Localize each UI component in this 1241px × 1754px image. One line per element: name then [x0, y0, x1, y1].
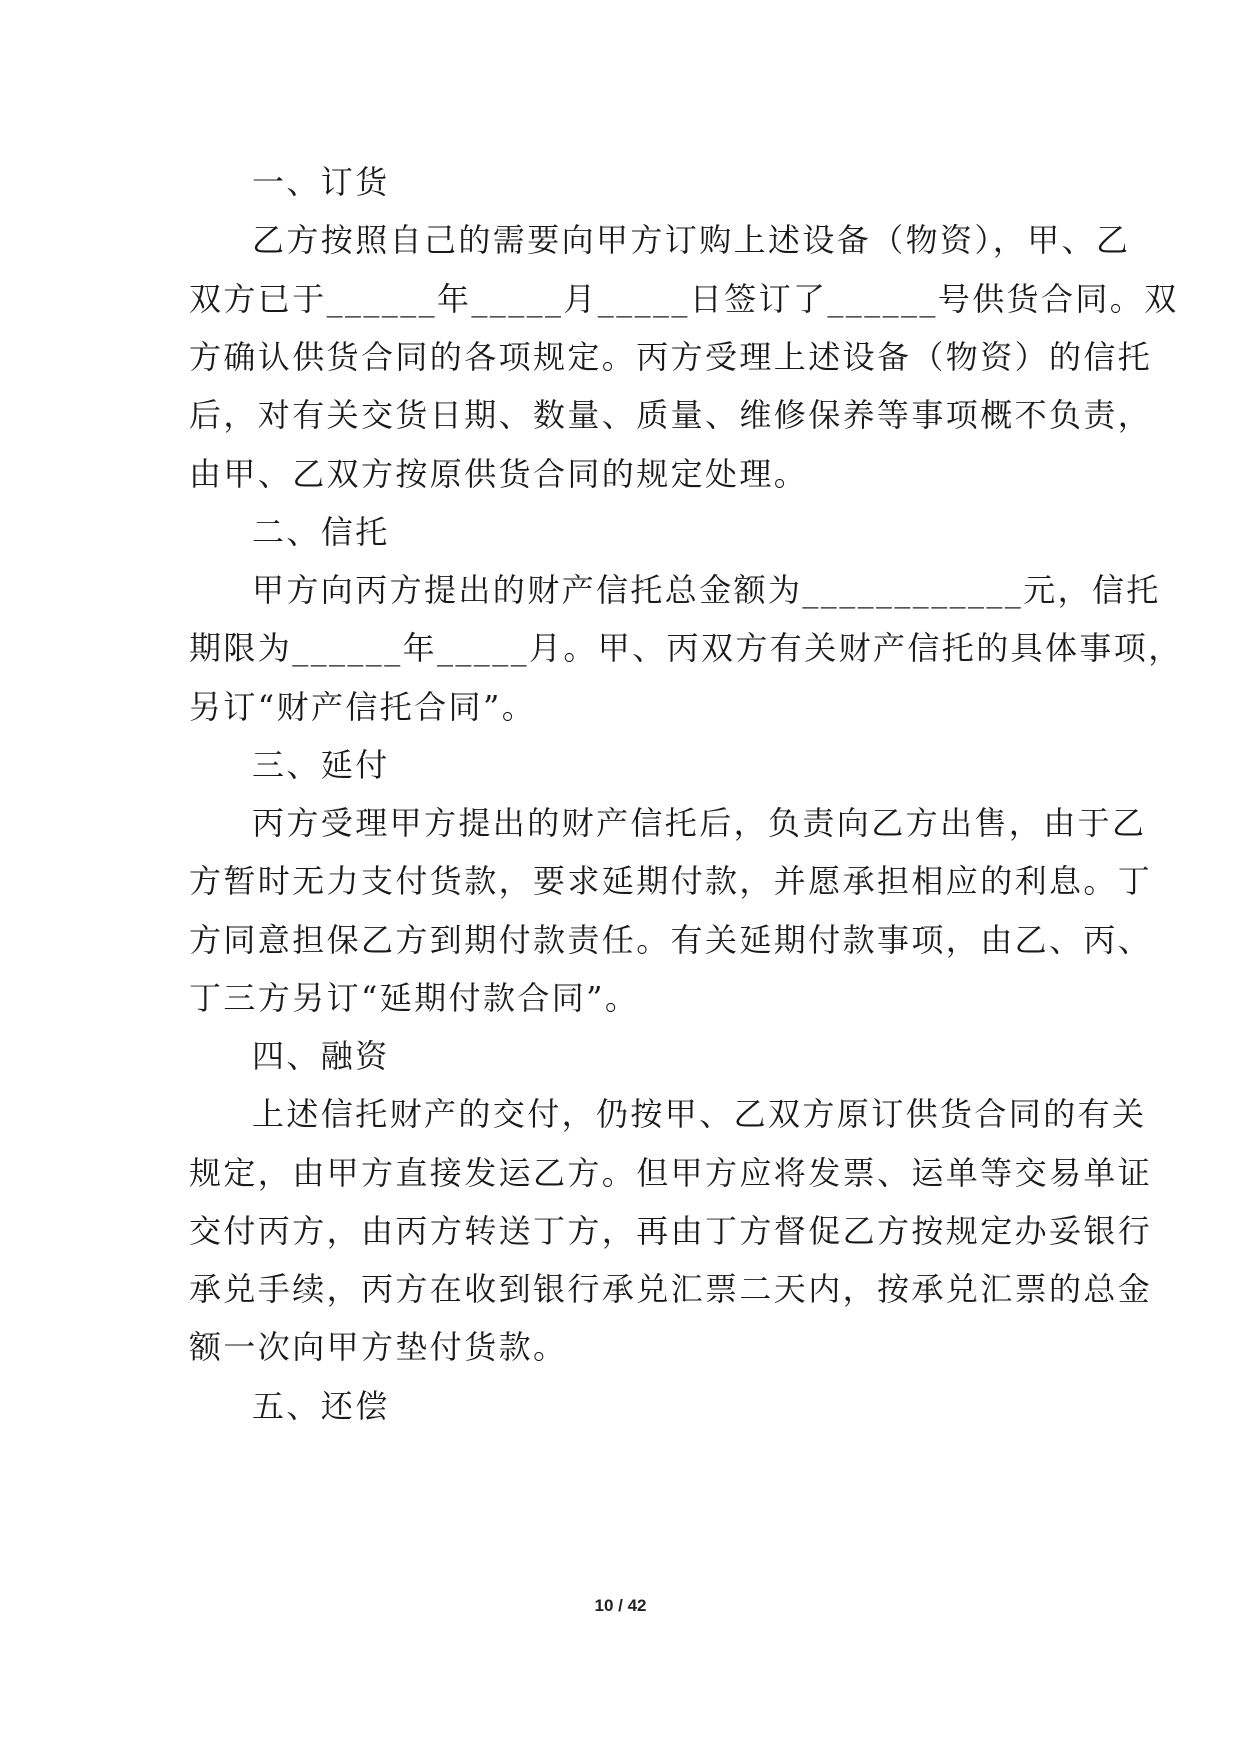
paragraph-line: 方暂时无力支付货款，要求延期付款，并愿承担相应的利息。丁 — [189, 862, 1153, 900]
section-heading-deferred-payment: 三、延付 — [252, 746, 390, 784]
section-heading-ordering: 一、订货 — [252, 163, 390, 201]
paragraph-line: 方同意担保乙方到期付款责任。有关延期付款事项，由乙、丙、 — [189, 921, 1153, 959]
page-number: 10 / 42 — [594, 1596, 647, 1615]
section-heading-trust: 二、信托 — [252, 513, 390, 551]
paragraph-line: 规定，由甲方直接发运乙方。但甲方应将发票、运单等交易单证 — [189, 1154, 1153, 1192]
paragraph-line: 后，对有关交货日期、数量、质量、维修保养等事项概不负责， — [189, 396, 1153, 434]
paragraph-line: 甲方向丙方提出的财产信托总金额为____________元，信托 — [252, 571, 1161, 609]
paragraph-line: 方确认供货合同的各项规定。丙方受理上述设备（物资）的信托 — [189, 338, 1153, 376]
paragraph-line: 交付丙方，由丙方转送丁方，再由丁方督促乙方按规定办妥银行 — [189, 1212, 1153, 1250]
paragraph-line: 额一次向甲方垫付货款。 — [189, 1328, 568, 1366]
paragraph-line: 上述信托财产的交付，仍按甲、乙双方原订供货合同的有关 — [252, 1095, 1147, 1133]
section-heading-repayment: 五、还偿 — [252, 1387, 390, 1425]
paragraph-line: 由甲、乙双方按原供货合同的规定处理。 — [189, 455, 809, 493]
paragraph-line: 双方已于______年_____月_____日签订了______号供货合同。双 — [189, 280, 1179, 318]
paragraph-line: 丙方受理甲方提出的财产信托后，负责向乙方出售，由于乙 — [252, 804, 1147, 842]
paragraph-line: 期限为______年_____月。甲、丙双方有关财产信托的具体事项， — [189, 629, 1183, 667]
paragraph-line: 承兑手续，丙方在收到银行承兑汇票二天内，按承兑汇票的总金 — [189, 1270, 1153, 1308]
paragraph-line: 乙方按照自己的需要向甲方订购上述设备（物资），甲、乙 — [252, 221, 1131, 259]
paragraph-line: 另订“财产信托合同”。 — [189, 688, 537, 726]
section-heading-financing: 四、融资 — [252, 1037, 390, 1075]
paragraph-line: 丁三方另订“延期付款合同”。 — [189, 979, 640, 1017]
